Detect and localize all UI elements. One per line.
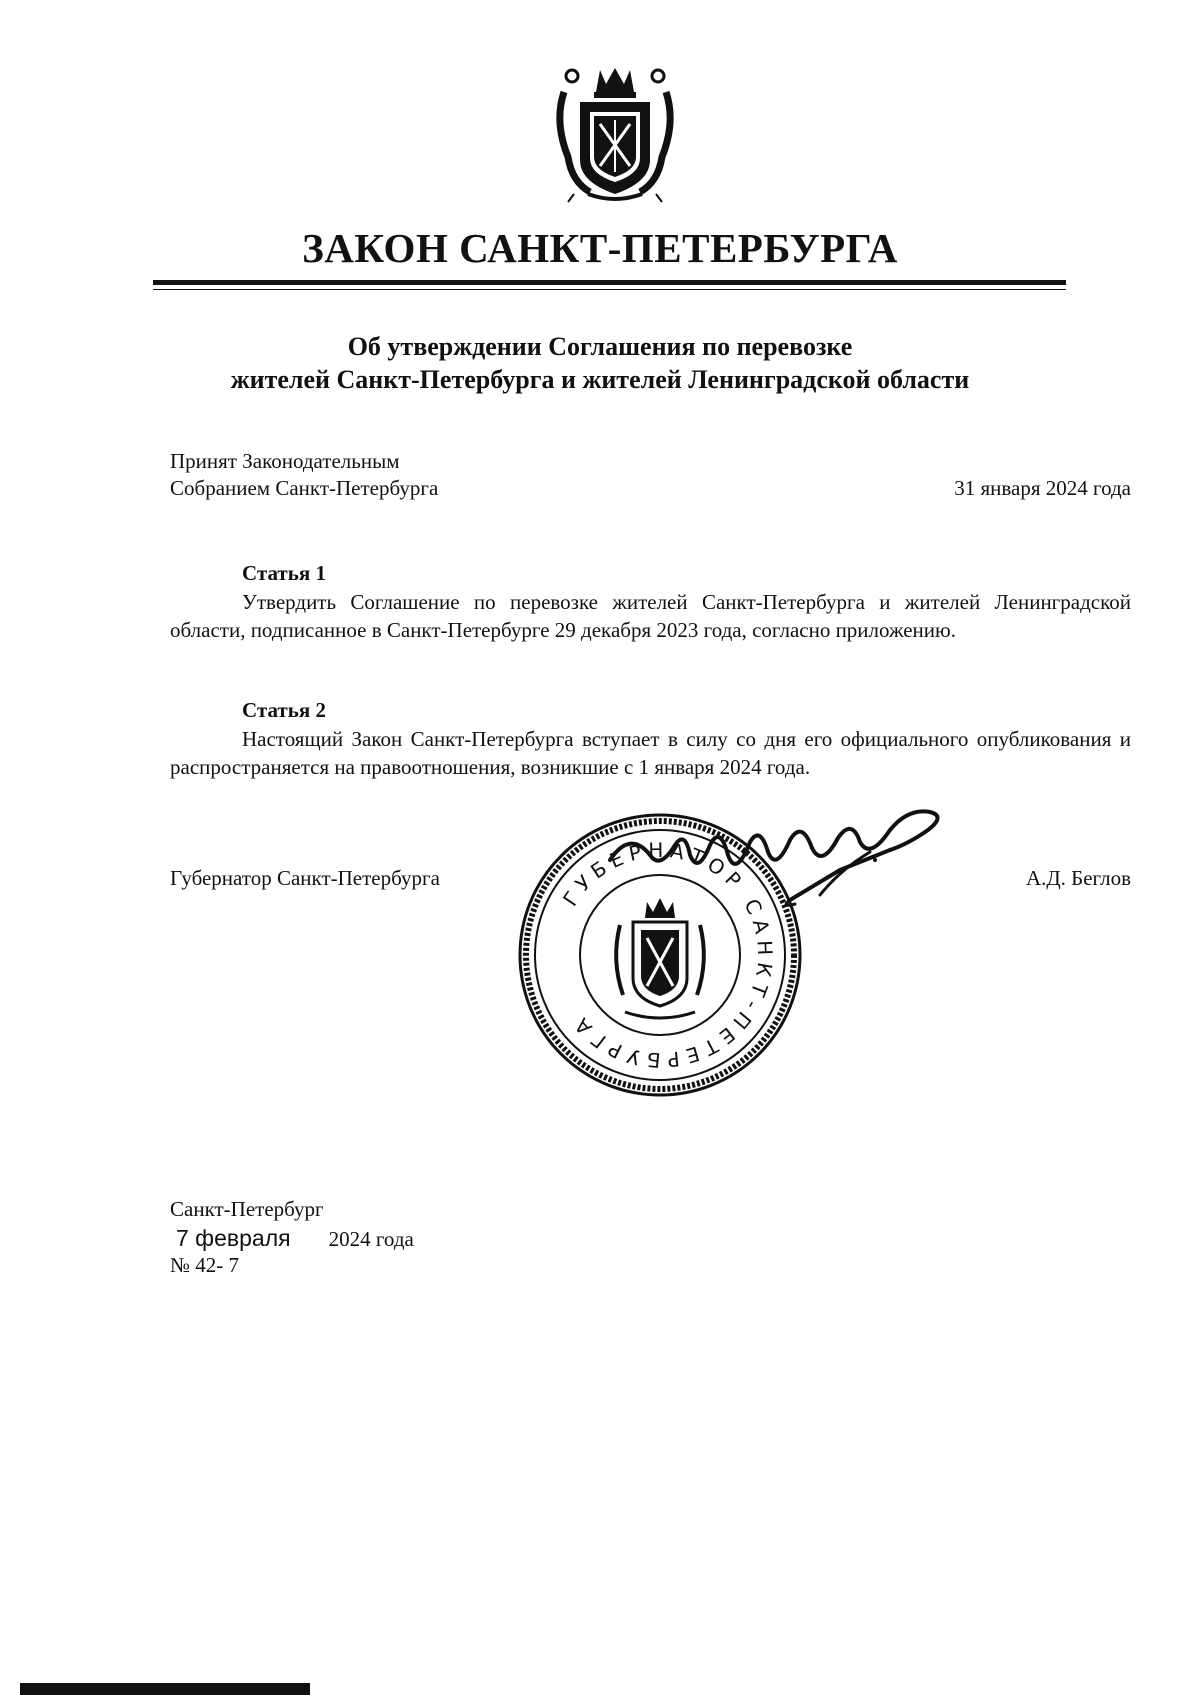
signatory-role: Губернатор Санкт-Петербурга	[170, 866, 440, 890]
signing-year: 2024 года	[328, 1227, 414, 1251]
article-2-heading: Статья 2	[242, 698, 326, 722]
signatory-name: А.Д. Беглов	[1025, 866, 1131, 890]
article-1-heading: Статья 1	[242, 561, 326, 585]
law-number: № 42- 7	[170, 1253, 240, 1277]
article-1-text: Утвердить Соглашение по перевозке жителей Санкт-Петербурга и жителей Ленинградской области, подписанное в Санкт-Петербурге 29 декабря 2023 года, согласно приложению.	[170, 590, 1131, 642]
subject-line-2: жителей Санкт-Петербурга и жителей Ленинградской области	[230, 365, 970, 394]
scan-edge-bar	[20, 1683, 310, 1695]
adoption-statement	[170, 448, 438, 502]
title-rule-thin	[153, 289, 1066, 290]
adoption-line-2: Собранием Санкт-Петербурга	[170, 476, 439, 500]
signing-place: Санкт-Петербург	[170, 1197, 324, 1221]
law-subject	[0, 330, 1200, 396]
subject-line-1: Об утверждении Соглашения по перевозке	[347, 332, 853, 361]
document-title: ЗАКОН САНКТ-ПЕТЕРБУРГА	[302, 225, 898, 271]
signing-day: 7 февраля	[176, 1225, 291, 1251]
article-2-text: Настоящий Закон Санкт-Петербурга вступает в силу со дня его официального опубликования и распространяется на правоотношения, возникшие с 1 января 2024 года.	[170, 727, 1131, 779]
adoption-line-1: Принят Законодательным	[170, 449, 400, 473]
adoption-date: 31 января 2024 года	[954, 476, 1131, 500]
signature-mark	[590, 800, 960, 920]
coat-of-arms-icon	[550, 62, 680, 212]
signing-date	[176, 1225, 414, 1253]
seal-text: ГУБЕРНАТОР САНКТ-ПЕТЕРБУРГА	[558, 837, 778, 1073]
title-rule	[153, 280, 1066, 285]
